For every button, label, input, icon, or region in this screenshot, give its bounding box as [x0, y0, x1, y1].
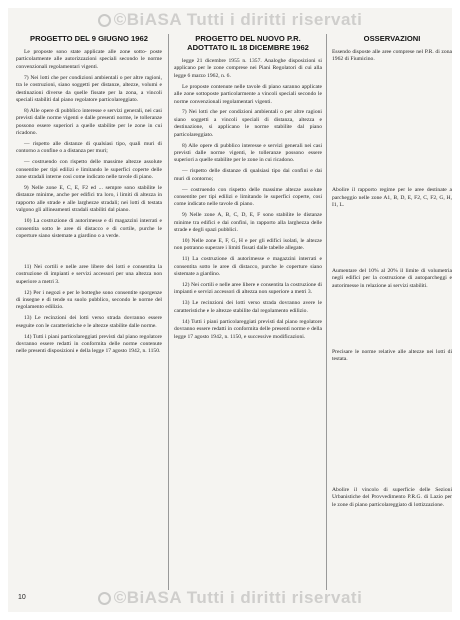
paragraph: Abolire il rapporto regime per le aree destinate a parcheggio nelle zone A1, B, D, E, F2, C, F2, G, H, I1, L. — [332, 187, 452, 209]
paragraph: 10) La costruzione di autorimesse e di magazzini interrati e consentita sotto le aree di distacco e di cortile, purche le coperture siano sistemate a giardino o a verde. — [16, 218, 162, 239]
column-heading: PROGETTO DEL NUOVO P.R. ADOTTATO IL 18 DICEMBRE 1962 — [187, 34, 309, 52]
paragraph: 14) Tutti i piani particolareggiati previsti dal piano regolatore dovranno essere redatti in conformita delle presenti norme e della legge 17 agosto 1942, n. 1150, e successive modificazioni. — [174, 318, 322, 340]
paragraph: 7) Nei lotti che per condizioni ambientali o per altre ragioni, tra le costruzioni, siano soggetti per distanze, altezze, volumi e destinazioni diverse da quelle fissate per la zona, a vincoli speciali stabiliti dal piano regolatore particolareggiato. — [16, 74, 162, 103]
paragraph: — rispetto alle distanze di qualsiasi tipo, quali muri di contorno a confine o a distanza per muri; — [16, 140, 162, 155]
paragraph: 14) Tutti i piani particolareggiati previsti dal piano regolatore dovranno essere redatti in conformita delle norme contenute nelle presenti disposizioni e della legge 17 agosto 1942, n. 1150. — [16, 333, 162, 355]
biasa-logo-icon — [98, 592, 111, 605]
paragraph: 8) Alle opere di pubblico interesse e servizi generali nei casi previsti dalle norme vigenti, le tolleranze possono essere superiori a quelle stabilite per le zone in cui ricadono. — [174, 142, 322, 164]
column-progetto-1962 — [16, 34, 162, 590]
paragraph: 7) Nei lotti che per condizioni ambientali o per altre ragioni siano soggetti a vincoli speciali di distanza, altezza e destinazione, si applicano le norme stabilite dal piano particolareggiato. — [174, 109, 322, 138]
column-osservazioni — [326, 34, 452, 590]
paragraph: 9) Nelle zone A, B, C, D, E, F sono stabilite le distanze minime tra edifici e dai confini, in rapporto alla larghezza delle strade e degli spazi pubblici. — [174, 212, 322, 234]
paragraph: 13) Le recinzioni dei lotti verso strada dovranno essere eseguite con le caratteristiche e le altezze stabilite dalle norme. — [16, 315, 162, 329]
paragraph: 10) Nelle zone E, F, G, H e per gli edifici isolati, le altezze non potranno superare i limiti fissati dalle tabelle allegate. — [174, 238, 322, 252]
paragraph: Precisare le norme relative alle altezze nei lotti di testata. — [332, 348, 452, 363]
paragraph: Le proposte contenute nelle tavole di piano saranno applicate alle zone sottoposte particolarmente a vincoli speciali secondo le norme convenzionali regolamentari vigenti. — [174, 83, 322, 105]
paragraph: Abolire il vincolo di superficie delle Sezioni Urbanistiche del Provvedimento P.R.G. di Lazio per le zone di piano particolareggiato di lottizzazione. — [332, 487, 452, 508]
biasa-logo-icon — [98, 14, 111, 27]
column-heading: OSSERVAZIONI — [363, 34, 421, 43]
paragraph: — rispetto delle distanze di qualsiasi tipo dai confini e dai muri di contorno; — [174, 168, 322, 182]
paragraph: 13) Le recinzioni dei lotti verso strada dovranno avere le caratteristiche e le altezze stabilite dal regolamento edilizio. — [174, 300, 322, 314]
column-heading: PROGETTO DEL 9 GIUGNO 1962 — [30, 34, 148, 43]
paragraph: 9) Nelle zone E, C, E, F2 ed ... sempre sono stabilite le distanze minime, anche per edifici tra loro, i limiti di altezza in rapporto alle strade e alle larghezze stradali; nei lotti di testata valgono gli allineamenti stradali stabiliti dal piano. — [16, 185, 162, 214]
paragraph: Aumentare del 10% al 20% il limite di volumetria negli edifici per la costruzione di autoparcheggi e autorimesse in relazione ai servizi stabiliti. — [332, 268, 452, 289]
paragraph: 11) Nei cortili e nelle aree libere dei lotti e consentita la costruzione di impianti e servizi accessori per una altezza non superiore a metri 3. — [16, 263, 162, 285]
watermark-top: ©BiASA Tutti i diritti riservati — [8, 10, 452, 30]
column-progetto-nuovo-pr — [168, 34, 322, 590]
paragraph: 12) Nei cortili e nelle aree libere e consentita la costruzione di impianti e servizi accessori di altezza non superiore a metri 3. — [174, 282, 322, 296]
paragraph: Essendo disposte alle aree comprese nel P.R. di zona 1962 di Fiumicino. — [332, 49, 452, 63]
watermark-bottom: ©BiASA Tutti i diritti riservati — [8, 588, 452, 608]
paragraph: 12) Per i negozi e per le botteghe sono consentite sporgenze di insegne e di tende su suolo pubblico, secondo le norme del regolamento edilizio. — [16, 289, 162, 311]
document-page — [8, 8, 452, 612]
paragraph: legge 21 dicembre 1955 n. 1357. Analoghe disposizioni si applicano per le zone comprese nei Piani Regolatori di cui alla legge 6 marzo 1962, n. 6. — [174, 58, 322, 79]
paragraph: Le proposte sono state applicate alle zone sotto- poste particolarmente alle autorizzazioni speciali secondo le norme convenzionali regolamentari vigenti. — [16, 49, 162, 70]
paragraph: 11) La costruzione di autorimesse e magazzini interrati e consentita sotto le aree di distacco, purche le coperture siano sistemate a giardino. — [174, 256, 322, 278]
paragraph: — costruendo con rispetto delle massime altezze assolute consentite per tipi edilizi e limitando le superfici coperte, cosi come indicato nelle tavole di piano. — [174, 186, 322, 208]
paragraph: 8) Alle opere di pubblico interesse e servizi generali, nei casi previsti dalle norme vigenti e dalle presenti norme, le tolleranze possono essere superiori a quelle stabilite per le zone in cui ricadono. — [16, 107, 162, 137]
page-number: 10 — [18, 594, 26, 601]
paragraph: — costruendo con rispetto delle massime altezze assolute consentite per tipi edilizi e limitando le superfici coperte delle zone stradali interne cosi come indicato nelle tavole di piano. — [16, 159, 162, 181]
